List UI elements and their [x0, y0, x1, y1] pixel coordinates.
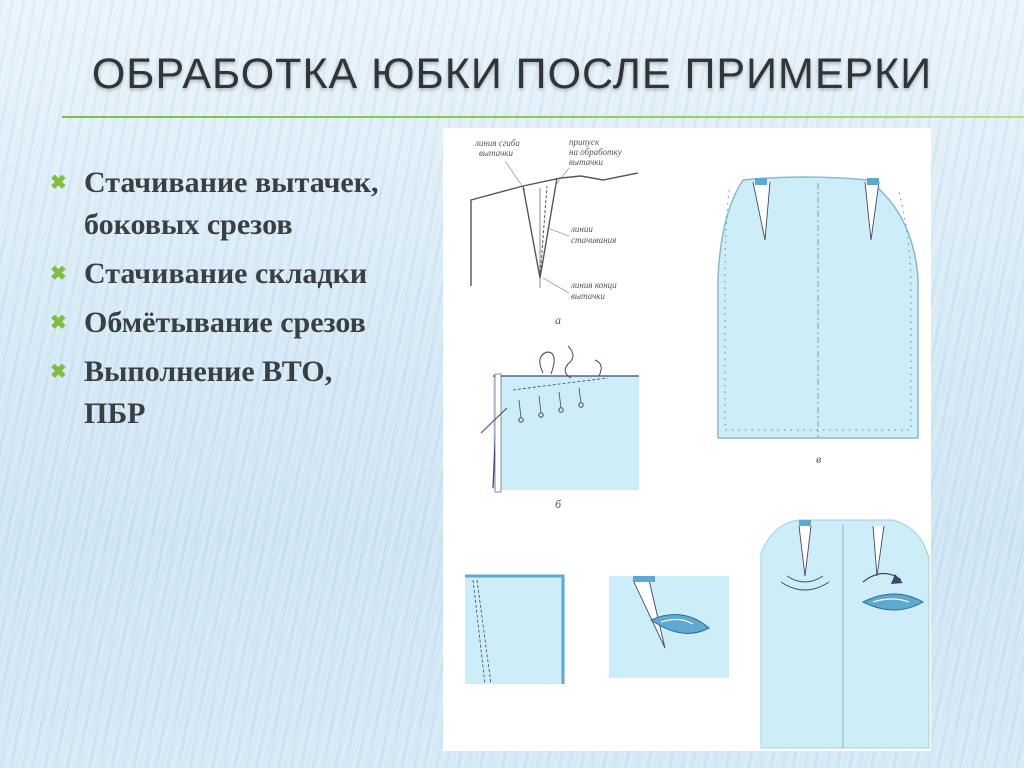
- diagram-skirt-ironing: [761, 520, 929, 748]
- seam-lines-label: линии: [571, 224, 593, 234]
- bullet-text: Стачивание вытачек, боковых срезов: [84, 166, 379, 241]
- dart-end-label: линия конца: [571, 280, 617, 290]
- diagram-v: [718, 177, 918, 466]
- cross-bullet-icon: ✖: [50, 263, 67, 285]
- bullet-item: [50, 162, 380, 246]
- bullet-list: [50, 162, 380, 442]
- bullet-item: [50, 351, 380, 435]
- diagram-pressed-seam: [465, 576, 563, 684]
- diagram-b: [481, 346, 639, 511]
- allowance-label: припуск: [569, 137, 600, 147]
- fold-line-label: линия сгиба: [475, 138, 520, 148]
- figure-panel: [443, 128, 931, 751]
- bullet-item: [50, 253, 380, 295]
- cross-bullet-icon: ✖: [50, 312, 67, 334]
- bullet-item: [50, 302, 380, 344]
- allowance-label: на обработку: [569, 147, 622, 157]
- bullet-text: Обмётывание срезов: [84, 306, 366, 339]
- dart-end-label: вытачки: [571, 291, 605, 301]
- diagram-letter-v: в: [816, 452, 822, 466]
- diagram-dart-ironing: [609, 576, 729, 678]
- seam-lines-label: стачивания: [571, 235, 617, 245]
- title-rule: [62, 116, 1024, 118]
- bullet-text: Выполнение ВТО, ПБР: [84, 355, 333, 430]
- diagram-a: [471, 137, 638, 327]
- skirt-processing-illustration: [443, 128, 931, 751]
- diagram-letter-a: а: [555, 313, 561, 327]
- cross-bullet-icon: ✖: [50, 172, 67, 194]
- slide-title: ОБРАБОТКА ЮБКИ ПОСЛЕ ПРИМЕРКИ: [91, 50, 933, 98]
- cross-bullet-icon: ✖: [50, 361, 67, 383]
- bullet-text: Стачивание складки: [84, 257, 368, 290]
- fold-line-label: вытачки: [479, 148, 513, 158]
- allowance-label: вытачки: [569, 157, 603, 167]
- diagram-letter-b: б: [555, 497, 562, 511]
